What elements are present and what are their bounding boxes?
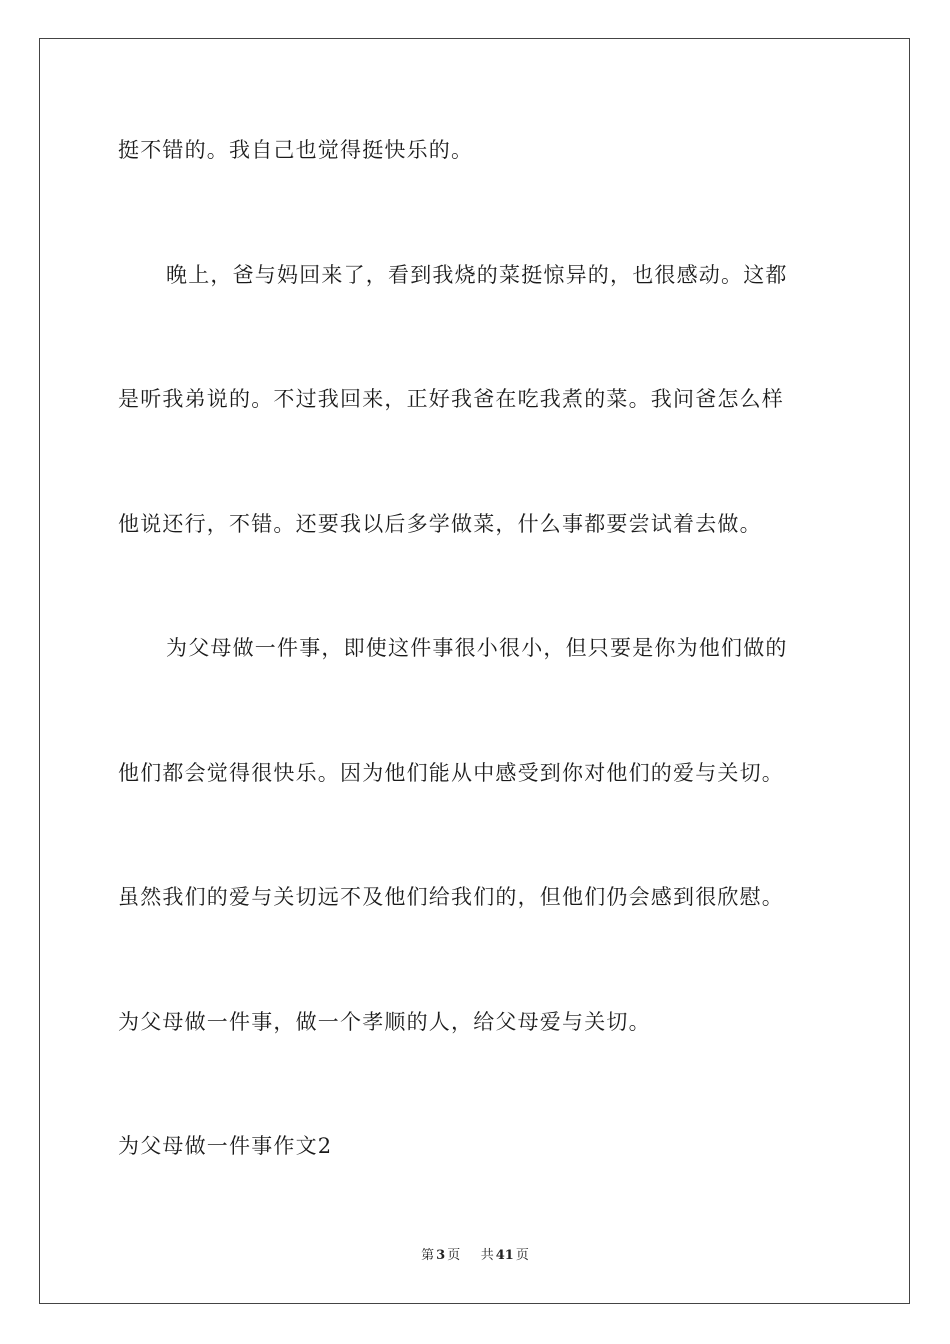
footer-total-prefix: 共 [480,1248,494,1263]
text-line-5: 为父母做一件事，即使这件事很小很小，但只要是你为他们做的 [166,636,788,660]
page-footer [0,1247,950,1265]
footer-page-prefix: 第 [421,1248,435,1263]
footer-page-number: 3 [436,1248,446,1263]
page-border [39,38,910,1304]
text-line-3: 是听我弟说的。不过我回来，正好我爸在吃我煮的菜。我问爸怎么样 [118,387,784,411]
text-line-2: 晚上，爸与妈回来了，看到我烧的菜挺惊异的，也很感动。这都 [166,263,788,287]
footer-page-suffix: 页 [447,1248,461,1263]
text-line-6: 他们都会觉得很快乐。因为他们能从中感受到你对他们的爱与关切。 [118,761,784,785]
text-line-8: 为父母做一件事，做一个孝顺的人，给父母爱与关切。 [118,1010,651,1034]
text-line-1: 挺不错的。我自己也觉得挺快乐的。 [118,138,474,162]
text-line-7: 虽然我们的爱与关切远不及他们给我们的，但他们仍会感到很欣慰。 [118,885,784,909]
section-heading: 为父母做一件事作文2 [118,1134,333,1158]
footer-total-pages: 41 [495,1248,514,1263]
text-line-4: 他说还行，不错。还要我以后多学做菜，什么事都要尝试着去做。 [118,512,762,536]
footer-total-suffix: 页 [515,1248,529,1263]
